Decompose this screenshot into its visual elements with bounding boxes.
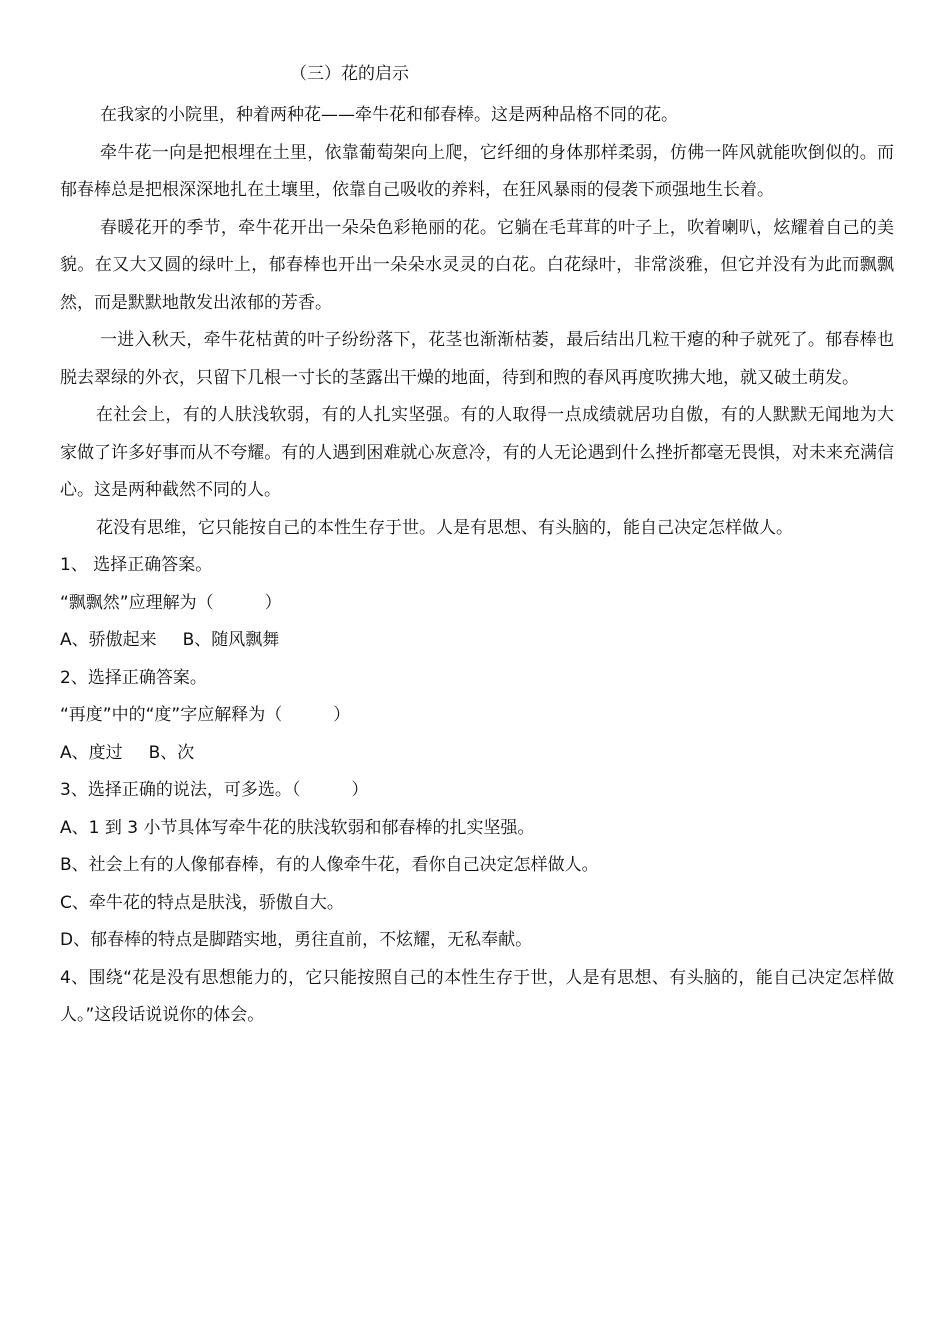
paragraph-1: 在我家的小院里，种着两种花——牵牛花和郁春棒。这是两种品格不同的花。 [100, 105, 678, 125]
passage-title: （三）花的启示 [290, 64, 409, 84]
paragraph-2: 牵牛花一向是把根埋在土里，依靠葡萄架向上爬，它纤细的身体那样柔弱，仿佛一阵风就能吹倒似的。而郁春棒总是把根深深地扎在土壤里，依靠自己吸收的养料，在狂风暴雨的侵袭下顽强地生长着。 [60, 142, 894, 200]
question-2-option-b: B、次 [148, 742, 195, 763]
paragraph-5: 在社会上，有的人肤浅软弱，有的人扎实坚强。有的人取得一点成绩就居功自傲，有的人默默无闻地为大家做了许多好事而从不夸耀。有的人遇到困难就心灰意冷，有的人无论遇到什么挫折都毫无畏惧，对未来充满信心。这是两种截然不同的人。 [60, 405, 894, 500]
question-2-prompt: “再度”中的“度”字应解释为（ ） [60, 705, 351, 725]
question-1-prompt: “飘飘然”应理解为（ ） [60, 592, 282, 613]
paragraph-4: 一进入秋天，牵牛花枯黄的叶子纷纷落下，花茎也渐渐枯萎，最后结出几粒干瘪的种子就死了。郁春棒也脱去翠绿的外衣，只留下几根一寸长的茎露出干燥的地面，待到和煦的春风再度吹拂大地，就又破土萌发。 [60, 330, 894, 388]
question-4-text: 4、围绕“花是没有思想能力的，它只能按照自己的本性生存于世，人是有思想、有头脑的，能自己决定怎样做人。”这段话说说你的体会。 [60, 967, 894, 1025]
question-1-option-b: B、随风飘舞 [182, 630, 280, 650]
paragraph-3: 春暖花开的季节，牵牛花开出一朵朵色彩艳丽的花。它躺在毛茸茸的叶子上，吹着喇叭，炫耀着自己的美貌。在又大又圆的绿叶上，郁春棒也开出一朵朵水灵灵的白花。白花绿叶，非常淡雅，但它并没有为此而飘飘然，而是默默地散发出浓郁的芳香。 [60, 217, 894, 313]
question-1-heading: 1、 选择正确答案。 [60, 555, 213, 575]
question-3-option-c: C、牵牛花的特点是肤浅，骄傲自大。 [60, 892, 344, 913]
question-2-heading: 2、选择正确答案。 [60, 667, 207, 688]
question-1-options [60, 622, 894, 660]
question-3-heading: 3、选择正确的说法，可多选。（ ） [60, 780, 369, 800]
question-2-option-a: A、度过 [60, 742, 123, 763]
question-3-option-a: A、1 到 3 小节具体写牵牛花的肤浅软弱和郁春棒的扎实坚强。 [60, 817, 535, 838]
question-3-option-b: B、社会上有的人像郁春棒，有的人像牵牛花，看你自己决定怎样做人。 [60, 855, 599, 875]
paragraph-6: 花没有思维，它只能按自己的本性生存于世。人是有思想、有头脑的，能自己决定怎样做人。 [96, 517, 793, 538]
question-1-option-a: A、骄傲起来 [60, 630, 157, 650]
question-2-options [60, 735, 894, 773]
document-body [60, 97, 894, 1035]
question-3-option-d: D、郁春棒的特点是脚踏实地，勇往直前，不炫耀，无私奉献。 [60, 930, 533, 950]
